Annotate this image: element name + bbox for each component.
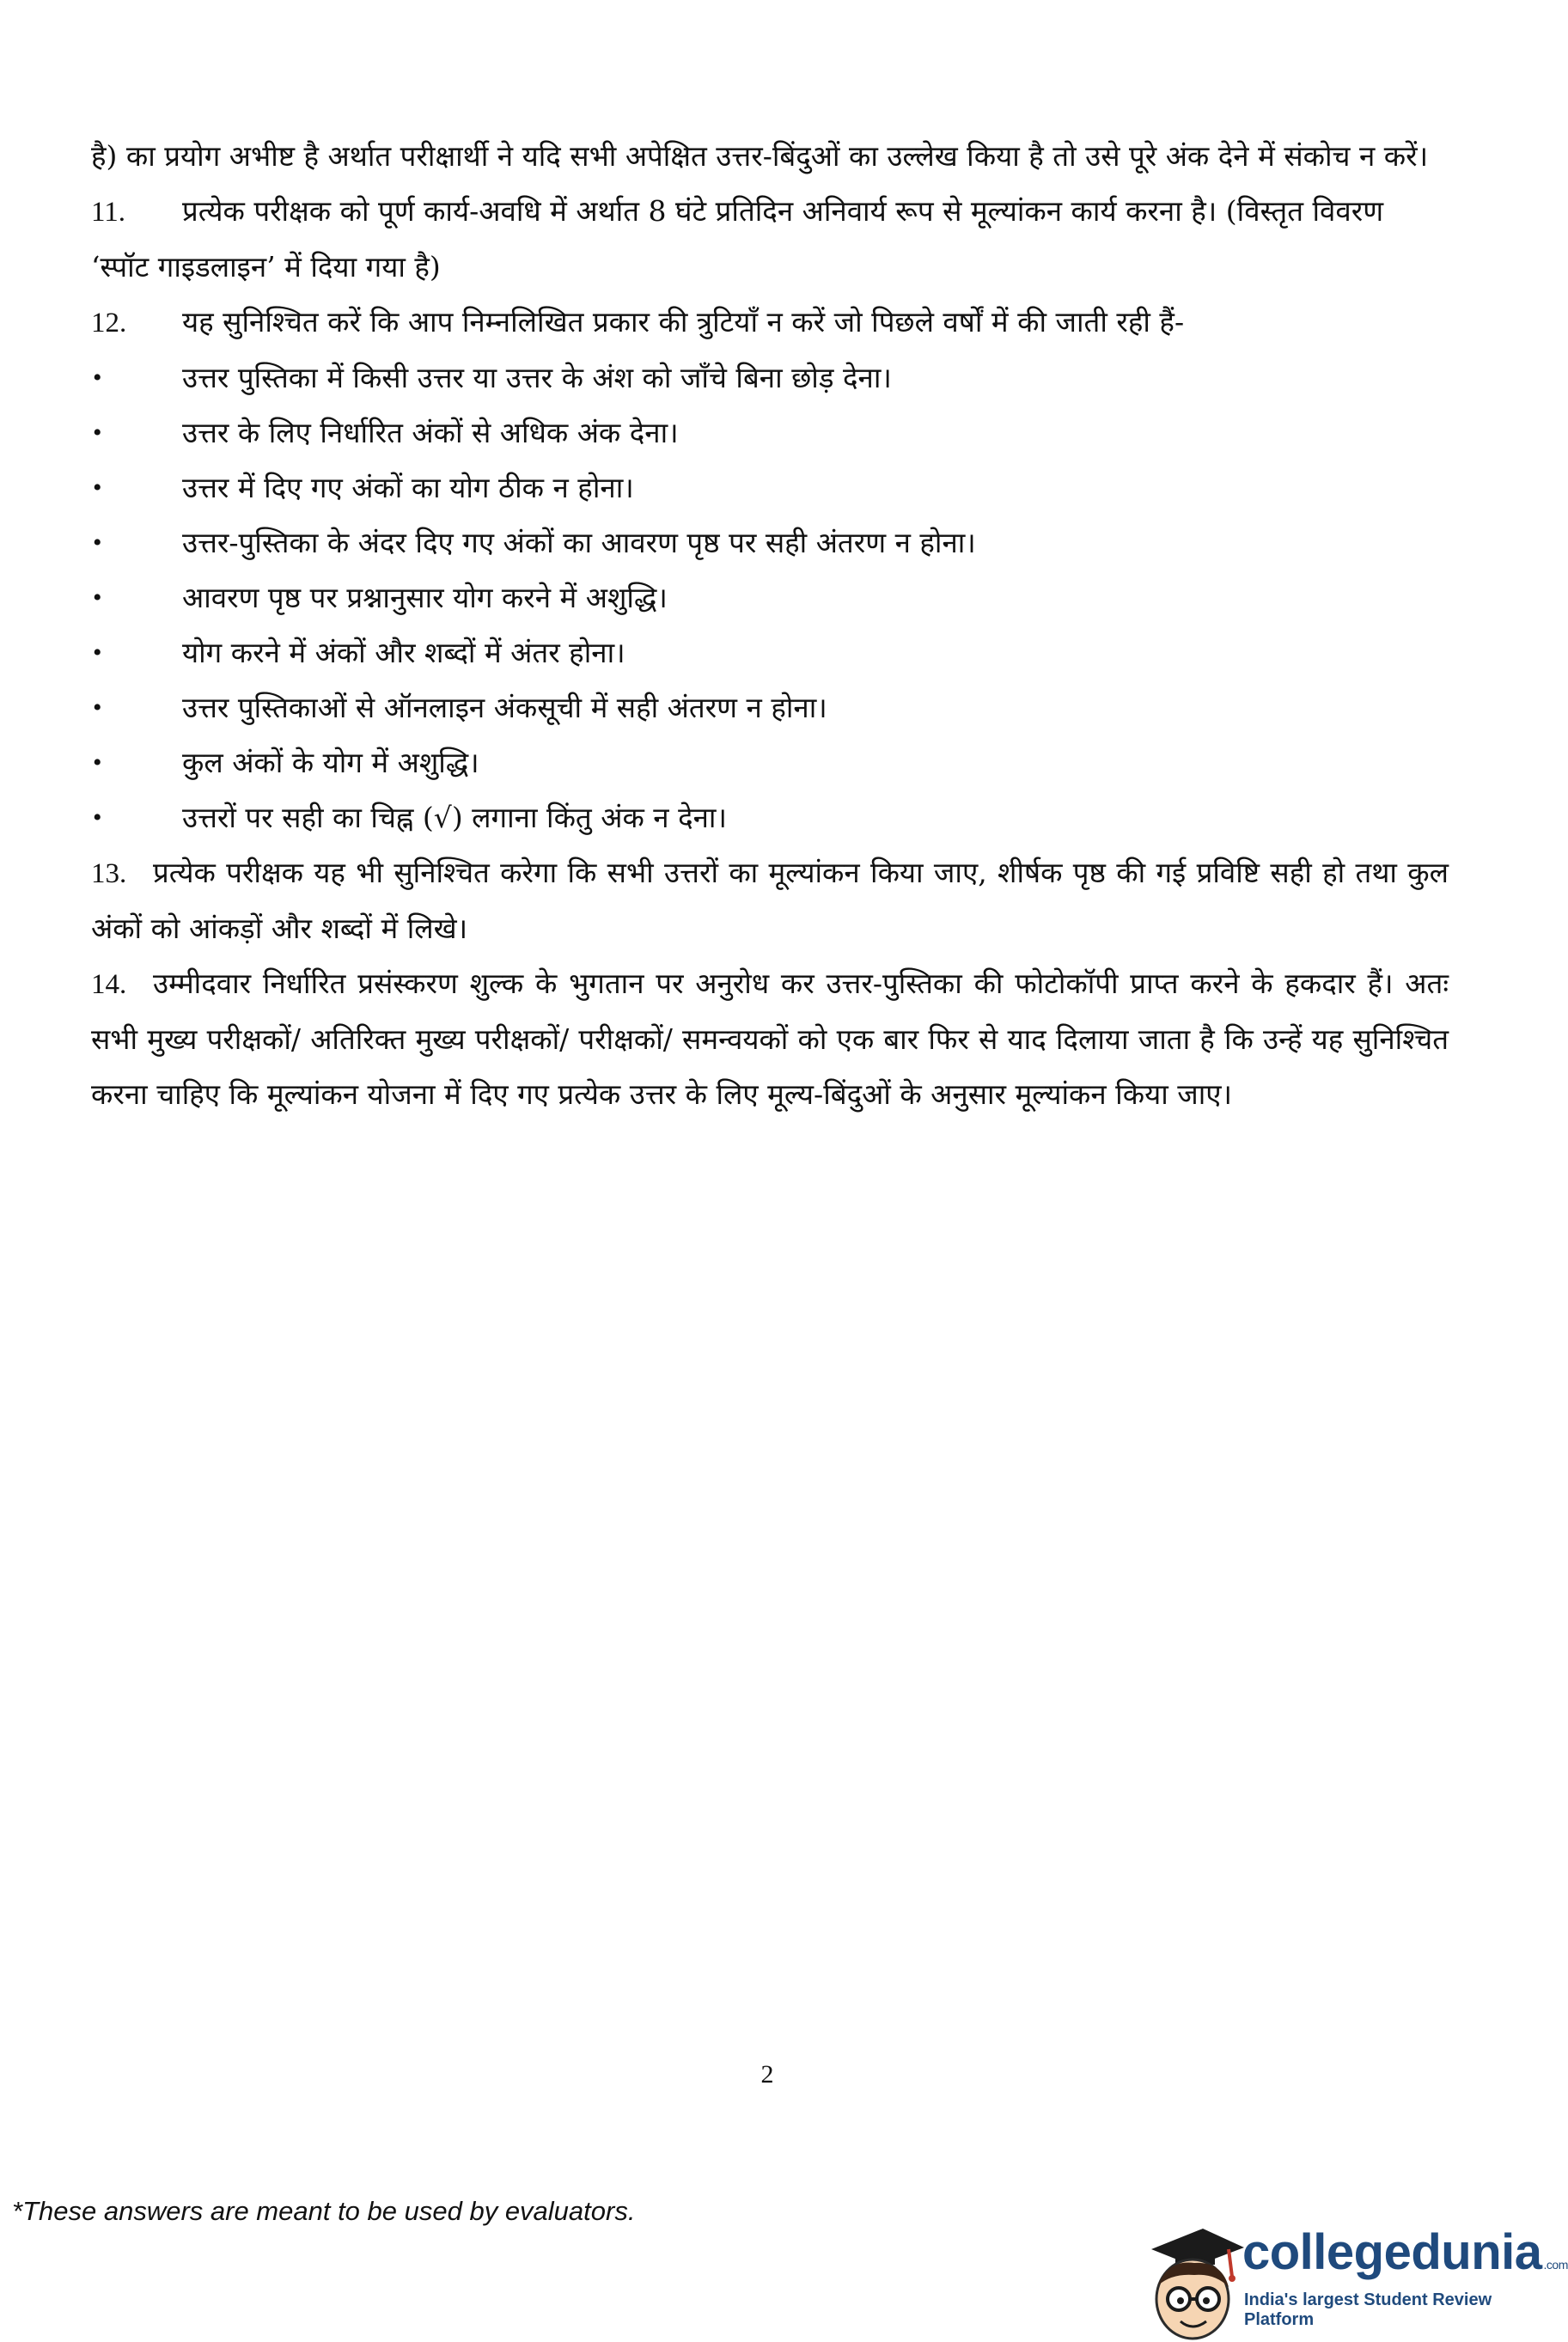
list-item: • उत्तर-पुस्तिका के अंदर दिए गए अंकों का आवरण पृष्ठ पर सही अंतरण न होना। bbox=[91, 515, 1449, 570]
continuation-paragraph: है) का प्रयोग अभीष्ट है अर्थात परीक्षार्थी ने यदि सभी अपेक्षित उत्तर-बिंदुओं का उल्लेख किया है तो उसे पूरे अंक देने में संकोच न करें। bbox=[91, 139, 1429, 173]
logo-dotcom: .com bbox=[1543, 2258, 1568, 2272]
item-13-text: प्रत्येक परीक्षक यह भी सुनिश्चित करेगा कि सभी उत्तरों का मूल्यांकन किया जाए, शीर्षक पृष्ठ की गई प्रविष्टि सही हो तथा कुल अंकों को आंकड़ों और शब्दों में लिखे। bbox=[91, 856, 1449, 945]
item-14 bbox=[91, 956, 1449, 1122]
item-11-continuation: ‘स्पॉट गाइडलाइन’ में दिया गया है) bbox=[91, 250, 441, 284]
bullet-icon: • bbox=[93, 473, 102, 502]
bullet-icon: • bbox=[93, 363, 102, 392]
item-12-number: 12. bbox=[91, 308, 127, 338]
list-item: • योग करने में अंकों और शब्दों में अंतर होना। bbox=[91, 625, 1449, 680]
bullet-icon: • bbox=[93, 528, 102, 557]
logo-wordmark: collegedunia .com bbox=[1242, 2224, 1568, 2280]
list-item: • उत्तर के लिए निर्धारित अंकों से अधिक अंक देना। bbox=[91, 406, 1449, 460]
item-14-text: उम्मीदवार निर्धारित प्रसंस्करण शुल्क के भुगतान पर अनुरोध कर उत्तर-पुस्तिका की फोटोकॉपी प्राप्त करने के हकदार हैं। अतः सभी मुख्य परीक्षकों/ अतिरिक्त मुख्य परीक्षकों/ परीक्षकों/ समन्वयकों को एक बार फिर से याद दिलाया जाता है कि उन्हें यह सुनिश्चित करना चाहिए कि मूल्यांकन योजना में दिए गए प्रत्येक उत्तर के लिए मूल्य-बिंदुओं के अनुसार मूल्यांकन किया जाए। bbox=[91, 967, 1449, 1111]
item-13-number: 13. bbox=[91, 858, 127, 889]
item-13 bbox=[91, 845, 1449, 956]
item-14-number: 14. bbox=[91, 969, 127, 1000]
item-12 bbox=[91, 295, 1449, 351]
item-12-text: यह सुनिश्चित करें कि आप निम्नलिखित प्रकार की त्रुटियाँ न करें जो पिछले वर्षों में की जाती रही हैं- bbox=[182, 305, 1185, 338]
bullet-icon: • bbox=[93, 693, 102, 722]
bullet-icon: • bbox=[93, 748, 102, 777]
bullet-icon: • bbox=[93, 638, 102, 667]
bullet-icon: • bbox=[93, 803, 102, 832]
list-item: • कुल अंकों के योग में अशुद्धि। bbox=[91, 735, 1449, 790]
list-item: • आवरण पृष्ठ पर प्रश्नानुसार योग करने में अशुद्धि। bbox=[91, 570, 1449, 625]
list-item: • उत्तरों पर सही का चिह्न (√) लगाना किंतु अंक न देना। bbox=[91, 790, 1449, 845]
list-item: • उत्तर पुस्तिकाओं से ऑनलाइन अंकसूची में सही अंतरण न होना। bbox=[91, 680, 1449, 735]
error-list bbox=[91, 351, 1449, 845]
footer-note: *These answers are meant to be used by evaluators. bbox=[12, 2196, 636, 2226]
item-11-text: प्रत्येक परीक्षक को पूर्ण कार्य-अवधि में अर्थात 8 घंटे प्रतिदिन अनिवार्य रूप से मूल्यांकन कार्य करना है। (विस्तृत विवरण bbox=[182, 194, 1384, 228]
bullet-icon: • bbox=[93, 583, 102, 612]
mascot-icon bbox=[1143, 2217, 1244, 2342]
page-body bbox=[91, 129, 1449, 1122]
list-item: • उत्तर में दिए गए अंकों का योग ठीक न होना। bbox=[91, 460, 1449, 515]
list-item: • उत्तर पुस्तिका में किसी उत्तर या उत्तर के अंश को जाँचे बिना छोड़ देना। bbox=[91, 351, 1449, 406]
item-11-number: 11. bbox=[91, 197, 126, 228]
logo-tagline: India's largest Student Review Platform bbox=[1244, 2290, 1492, 2329]
collegedunia-logo bbox=[1143, 2217, 1568, 2342]
page-number: 2 bbox=[760, 2060, 774, 2089]
bullet-icon: • bbox=[93, 418, 102, 447]
item-11 bbox=[91, 184, 1449, 240]
